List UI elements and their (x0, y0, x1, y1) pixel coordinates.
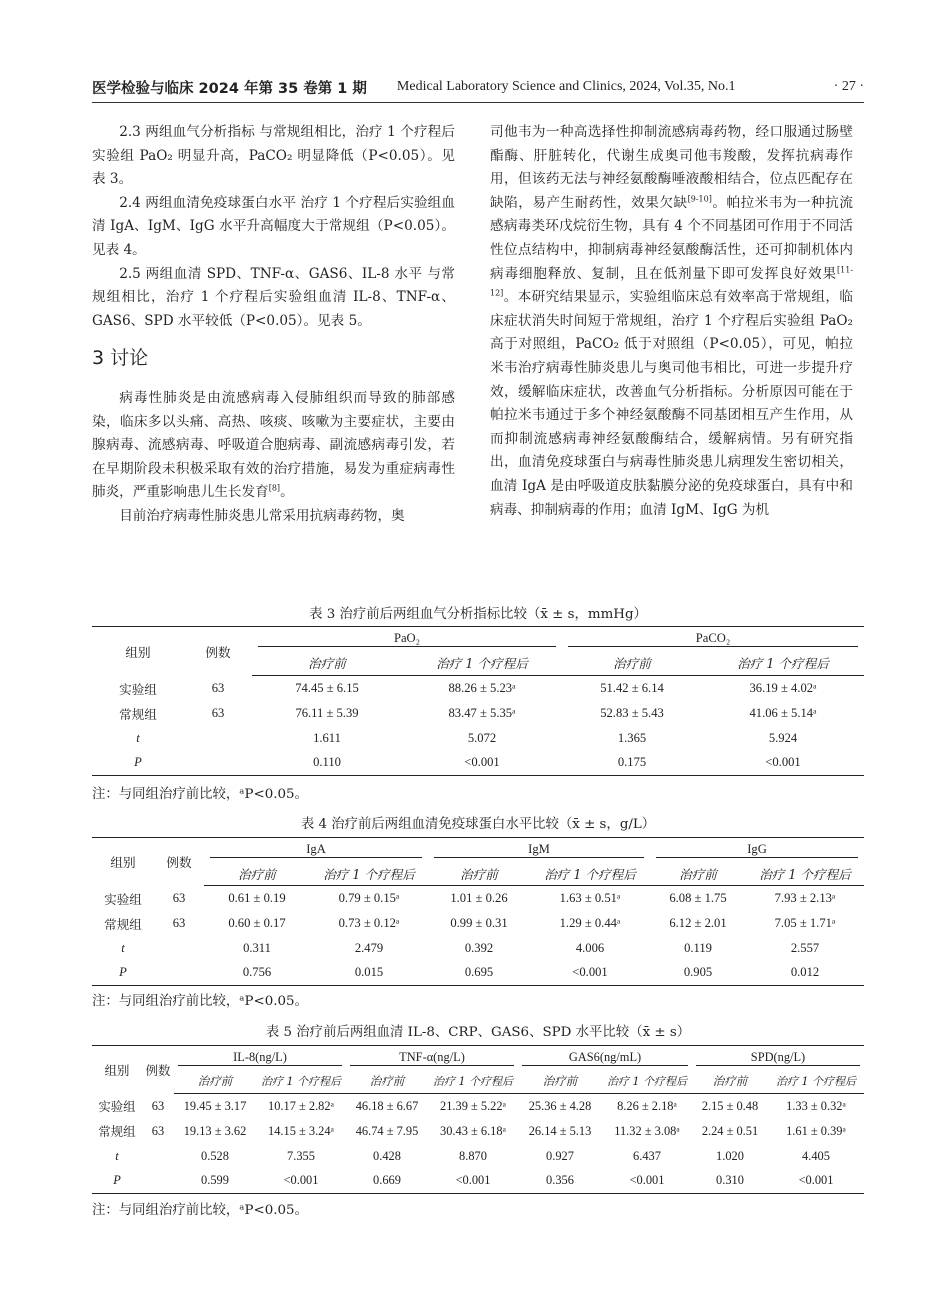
header-post: 治疗 1 个疗程后 (768, 1070, 864, 1094)
table-cell: 7.93 ± 2.13ᵃ (774, 890, 836, 905)
table-cell: 8.870 (459, 1148, 487, 1163)
table-cell: 4.006 (575, 940, 605, 955)
table-row (92, 1119, 864, 1144)
header-pre: 治疗前 (346, 1070, 428, 1094)
table-cell: 0.012 (746, 961, 864, 986)
table-cell: 0.756 (204, 961, 310, 986)
journal-title-cn: 医学检验与临床 2024 年第 35 卷第 1 期 (92, 80, 367, 97)
table-cell: 19.13 ± 3.62 (183, 1123, 247, 1138)
running-header (92, 76, 864, 98)
table-cell: 11.32 ± 3.08ᵃ (614, 1123, 680, 1138)
table-cell: 0.79 ± 0.15ᵃ (338, 890, 400, 905)
header-count: 例数 (184, 627, 252, 676)
right-column (490, 121, 853, 522)
table-row (92, 961, 864, 986)
table-cell: 25.36 ± 4.28 (528, 1098, 592, 1113)
table-cell: 2.24 ± 0.51 (701, 1123, 759, 1138)
table-row (92, 726, 864, 751)
table-cell: <0.001 (602, 1169, 692, 1194)
section-heading-discussion: 3 讨论 (92, 347, 149, 370)
table-cell: P (92, 751, 184, 776)
table-row (92, 1169, 864, 1194)
table3 (92, 626, 864, 776)
header-pre: 治疗前 (252, 651, 402, 676)
header-count: 例数 (154, 838, 204, 886)
table-cell: 0.110 (252, 751, 402, 776)
table-cell: 实验组 (98, 1099, 136, 1114)
header-post: 治疗 1 个疗程后 (530, 862, 650, 886)
table-cell: 0.392 (464, 940, 494, 955)
table-cell: 19.45 ± 3.17 (183, 1098, 247, 1113)
table4 (92, 837, 864, 986)
header-pre: 治疗前 (650, 862, 746, 886)
left-column (92, 121, 455, 529)
header-post: 治疗 1 个疗程后 (746, 862, 864, 886)
table-cell: 0.73 ± 0.12ᵃ (338, 915, 400, 930)
header-pao2: PaO₂ (258, 631, 556, 647)
table4-caption: 表 4 治疗前后两组血清免疫球蛋白水平比较（x̄ ± s，g/L） (300, 817, 656, 832)
table-row (92, 1094, 864, 1119)
paragraph-text: 。本研究结果显示，实验组临床总有效率高于常规组，临床症状消失时间短于常规组，治疗 1 个疗程后实验组 PaO₂ 高于对照组，PaCO₂ 低于对照组（P<0.05），可见，帕拉米韦治疗病毒性肺炎患儿与奥司他韦相比，可进一步提升疗效，缓解临床症状，改善血气分析指标。分析原因可能在于帕拉米韦通过于多个神经氨酸酶不同基团相互产生作用，从而抑制流感病毒神经氨酸酶结合，缓解病情。另有研究指出，血清免疫球蛋白与病毒性肺炎患儿病理发生密切相关，血清 IgA 是由呼吸道皮肤黏膜分泌的免疫球蛋白，具有中和病毒、抑制病毒的作用；血清 IgM、IgG 为机 (490, 289, 853, 518)
header-pre: 治疗前 (692, 1070, 768, 1094)
table-cell: 0.669 (346, 1169, 428, 1194)
table-cell (154, 961, 204, 986)
table-cell: 14.15 ± 3.24ᵃ (268, 1123, 334, 1138)
paragraph-2-5: 2.5 两组血清 SPD、TNF-α、GAS6、IL-8 水平 与常规组相比，治疗 1 个疗程后实验组血清 IL-8、TNF-α、GAS6、SPD 水平较低（P<0.05）。见表 5。 (92, 265, 455, 329)
table-cell: 7.355 (287, 1148, 315, 1163)
citation: [8] (268, 483, 281, 493)
table-cell: <0.001 (530, 961, 650, 986)
table-cell (142, 1144, 174, 1169)
table-cell: 6.437 (633, 1148, 661, 1163)
table-cell: <0.001 (428, 1169, 518, 1194)
table-cell: <0.001 (702, 751, 864, 776)
table-cell: 0.356 (518, 1169, 602, 1194)
header-group: 组别 (92, 838, 154, 886)
table-cell: 1.611 (313, 730, 341, 745)
table-cell: 2.15 ± 0.48 (701, 1098, 759, 1113)
table-cell: 5.072 (467, 730, 497, 745)
page-number: · 27 · (833, 79, 864, 94)
table-cell: 4.405 (802, 1148, 830, 1163)
table-cell: 0.428 (373, 1148, 401, 1163)
table-cell: 0.60 ± 0.17 (228, 915, 286, 930)
table-cell: 0.61 ± 0.19 (228, 890, 286, 905)
table-cell (184, 751, 252, 776)
header-post: 治疗 1 个疗程后 (310, 862, 428, 886)
table-cell: 6.12 ± 2.01 (669, 915, 727, 930)
table-cell: 5.924 (768, 730, 798, 745)
table-cell: 实验组 (119, 681, 157, 697)
table-cell: 63 (211, 680, 225, 695)
paragraph-discussion-cont (490, 121, 853, 522)
citation: [9-10] (687, 194, 712, 204)
header-rule (92, 102, 864, 103)
table-cell: t (121, 940, 125, 955)
paragraph-2-4: 2.4 两组血清免疫球蛋白水平 治疗 1 个疗程后实验组血清 IgA、IgM、IgG 水平升高幅度大于常规组（P<0.05）。见表 4。 (92, 194, 455, 258)
header-pre: 治疗前 (174, 1070, 256, 1094)
table-cell: t (115, 1148, 119, 1163)
table-row (92, 886, 864, 911)
header-pre: 治疗前 (428, 862, 530, 886)
table-cell: P (92, 1169, 142, 1194)
table3-note: 注：与同组治疗前比较，ᵃP<0.05。 (92, 787, 308, 802)
table-cell: 36.19 ± 4.02ᵃ (749, 680, 817, 695)
header-post: 治疗 1 个疗程后 (402, 651, 562, 676)
table4-note: 注：与同组治疗前比较，ᵃP<0.05。 (92, 994, 308, 1009)
header-igm: IgM (434, 842, 644, 858)
table-cell: 0.175 (562, 751, 702, 776)
table-cell: 1.63 ± 0.51ᵃ (559, 890, 621, 905)
table-cell: 0.599 (174, 1169, 256, 1194)
table-cell: 0.310 (692, 1169, 768, 1194)
header-pre: 治疗前 (204, 862, 310, 886)
table3-caption: 表 3 治疗前后两组血气分析指标比较（x̄ ± s，mmHg） (309, 607, 647, 622)
header-il8: IL-8(ng/L) (178, 1050, 342, 1066)
table-cell: 0.905 (650, 961, 746, 986)
header-gas6: GAS6(ng/mL) (522, 1050, 688, 1066)
header-group: 组别 (92, 627, 184, 676)
paragraph-text: 。帕拉米韦为一种抗流感病毒类环戊烷衍生物，具有 4 个不同基团可作用于不同活性位点结构中，抑制病毒神经氨酸酶活性，还可抑制机体内病毒细胞释放、复制，且在低剂量下即可发挥良好效果 (490, 194, 854, 282)
table-cell: <0.001 (402, 751, 562, 776)
table-cell: 0.528 (201, 1148, 229, 1163)
header-post: 治疗 1 个疗程后 (428, 1070, 518, 1094)
header-post: 治疗 1 个疗程后 (702, 651, 864, 676)
table-row (92, 1144, 864, 1169)
table-row (92, 936, 864, 961)
table-cell: <0.001 (256, 1169, 346, 1194)
paragraph-discussion-2: 目前治疗病毒性肺炎患儿常采用抗病毒药物，奥 (119, 507, 405, 524)
table-cell: 46.18 ± 6.67 (355, 1098, 419, 1113)
table-cell: 8.26 ± 2.18ᵃ (617, 1098, 677, 1113)
table-cell: 1.365 (617, 730, 647, 745)
table-cell: t (136, 730, 140, 745)
header-group: 组别 (92, 1046, 142, 1094)
table-cell: 1.33 ± 0.32ᵃ (786, 1098, 846, 1113)
table-cell: 常规组 (119, 706, 157, 722)
table-cell (184, 726, 252, 751)
header-post: 治疗 1 个疗程后 (256, 1070, 346, 1094)
citation: [11-12] (490, 265, 853, 298)
table-row (92, 676, 864, 701)
table-cell: 1.61 ± 0.39ᵃ (786, 1123, 846, 1138)
table-cell: 63 (211, 705, 225, 720)
table-cell: 83.47 ± 5.35ᵃ (448, 705, 516, 720)
table-row (92, 751, 864, 776)
header-post: 治疗 1 个疗程后 (602, 1070, 692, 1094)
table-cell: 1.01 ± 0.26 (450, 890, 508, 905)
table-cell: 52.83 ± 5.43 (600, 705, 664, 720)
table-cell: 2.479 (354, 940, 384, 955)
table-cell: P (92, 961, 154, 986)
table-cell: 实验组 (104, 891, 142, 907)
table-cell: 6.08 ± 1.75 (669, 890, 727, 905)
table5 (92, 1045, 864, 1194)
table-row (92, 911, 864, 936)
table-cell: <0.001 (768, 1169, 864, 1194)
table-cell (154, 936, 204, 961)
header-tnf: TNF-α(ng/L) (350, 1050, 514, 1066)
table-cell: 51.42 ± 6.14 (600, 680, 664, 695)
paragraph-text: 。 (280, 484, 294, 501)
table-cell: 10.17 ± 2.82ᵃ (268, 1098, 334, 1113)
table-cell: 0.695 (428, 961, 530, 986)
table-row (92, 701, 864, 726)
table-cell: 0.015 (310, 961, 428, 986)
table-cell: 常规组 (98, 1124, 136, 1139)
table-cell: 21.39 ± 5.22ᵃ (440, 1098, 506, 1113)
table-cell: 26.14 ± 5.13 (528, 1123, 592, 1138)
header-paco2: PaCO₂ (568, 631, 858, 647)
table-cell: 41.06 ± 5.14ᵃ (749, 705, 817, 720)
paragraph-2-3: 2.3 两组血气分析指标 与常规组相比，治疗 1 个疗程后实验组 PaO₂ 明显升高，PaCO₂ 明显降低（P<0.05）。见表 3。 (92, 124, 455, 188)
header-spd: SPD(ng/L) (696, 1050, 860, 1066)
header-iga: IgA (210, 842, 422, 858)
table-cell: 88.26 ± 5.23ᵃ (448, 680, 516, 695)
table-cell: 46.74 ± 7.95 (355, 1123, 419, 1138)
table-cell: 63 (151, 1123, 165, 1138)
header-count: 例数 (142, 1046, 174, 1094)
table-cell: 63 (172, 915, 186, 930)
table5-caption: 表 5 治疗前后两组血清 IL-8、CRP、GAS6、SPD 水平比较（x̄ ± s） (265, 1025, 691, 1040)
table-cell: 30.43 ± 6.18ᵃ (440, 1123, 506, 1138)
table-cell: 1.29 ± 0.44ᵃ (559, 915, 621, 930)
paragraph-text: 司他韦为一种高选择性抑制流感病毒药物，经口服通过肠壁酯酶、肝脏转化，代谢生成奥司他韦羧酸，发挥抗病毒作用，但该药无法与神经氨酸酶唾液酸相结合，位点匹配存在缺陷，易产生耐药性，效果欠缺 (490, 124, 853, 211)
table-cell: 0.927 (546, 1148, 574, 1163)
paragraph-discussion-1 (92, 387, 455, 505)
header-pre: 治疗前 (518, 1070, 602, 1094)
table-cell: 7.05 ± 1.71ᵃ (774, 915, 836, 930)
journal-title-en: Medical Laboratory Science and Clinics, 2024, Vol.35, No.1 (396, 79, 736, 94)
table-cell: 63 (172, 890, 186, 905)
table-cell: 0.311 (243, 940, 271, 955)
table-cell: 74.45 ± 6.15 (295, 680, 359, 695)
header-pre: 治疗前 (562, 651, 702, 676)
table-cell: 0.99 ± 0.31 (450, 915, 508, 930)
header-igg: IgG (656, 842, 858, 858)
table-cell (142, 1169, 174, 1194)
table-cell: 常规组 (104, 916, 142, 932)
table-cell: 0.119 (684, 940, 712, 955)
table-cell: 63 (151, 1098, 165, 1113)
table-cell: 76.11 ± 5.39 (295, 705, 359, 720)
paragraph-text: 病毒性肺炎是由流感病毒入侵肺组织而导致的肺部感染，临床多以头痛、高热、咳痰、咳嗽为主要症状，主要由腺病毒、流感病毒、呼吸道合胞病毒、副流感病毒引发，若在早期阶段未积极采取有效的治疗措施，易发为重症病毒性肺炎，严重影响患儿生长发育 (92, 389, 455, 501)
table-cell: 1.020 (716, 1148, 744, 1163)
table-cell: 2.557 (790, 940, 820, 955)
table5-note: 注：与同组治疗前比较，ᵃP<0.05。 (92, 1203, 308, 1218)
